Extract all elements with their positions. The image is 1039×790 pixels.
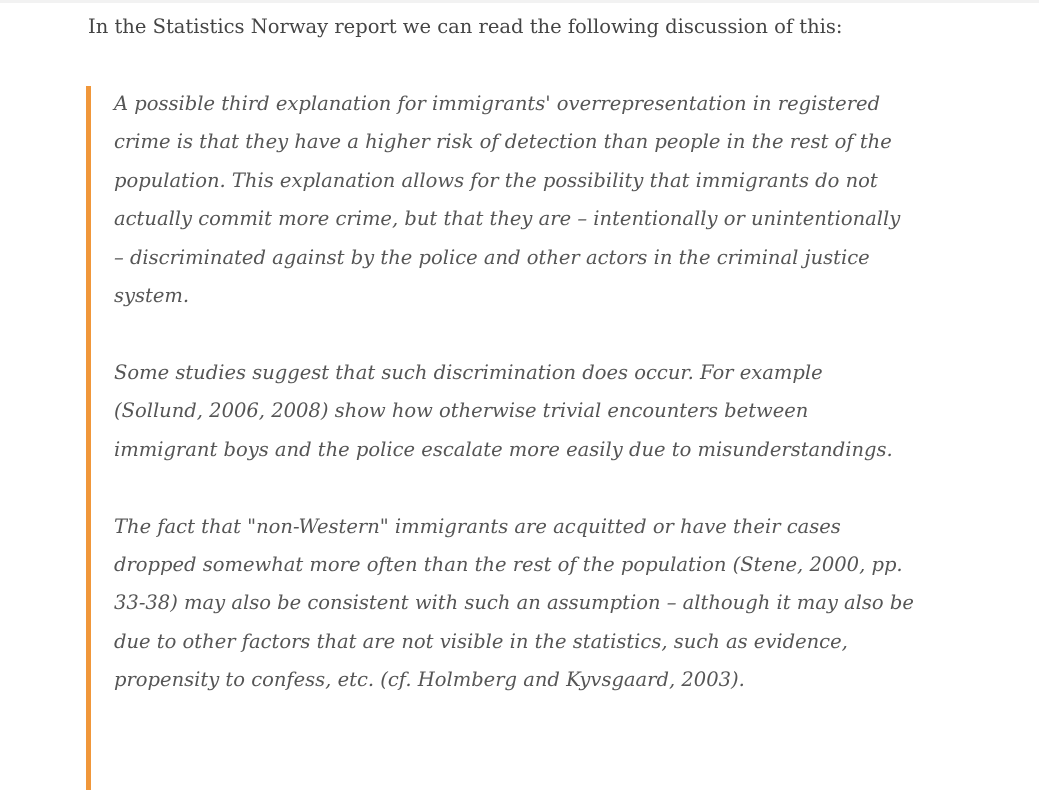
blockquote [86,86,916,790]
quote-paragraph-2: Some studies suggest that such discrimination does occur. For example (Sollund, 2006, 2008) show how otherwise trivial encounters between immigrant boys and the police escalate more easily due to misunderstandings. [114,360,893,461]
top-divider [0,0,1039,3]
quote-paragraph-3: The fact that "non-Western" immigrants are acquitted or have their cases dropped somewhat more often than the rest of the population (Stene, 2000, pp. 33-38) may also be consistent with such an assumption – although it may also be due to other factors that are not visible in the statistics, such as evidence, propensity to confess, etc. (cf. Holmberg and Kyvsgaard, 2003). [114,514,914,692]
quote-paragraph-1: A possible third explanation for immigrants' overrepresentation in registered crime is that they have a higher risk of detection than people in the rest of the population. This explanation allows for the possibility that immigrants do not actually commit more crime, but that they are – intentionally or unintentionally – discriminated against by the police and other actors in the criminal justice system. [114,92,901,308]
intro-paragraph: In the Statistics Norway report we can read the following discussion of this: [88,15,843,38]
